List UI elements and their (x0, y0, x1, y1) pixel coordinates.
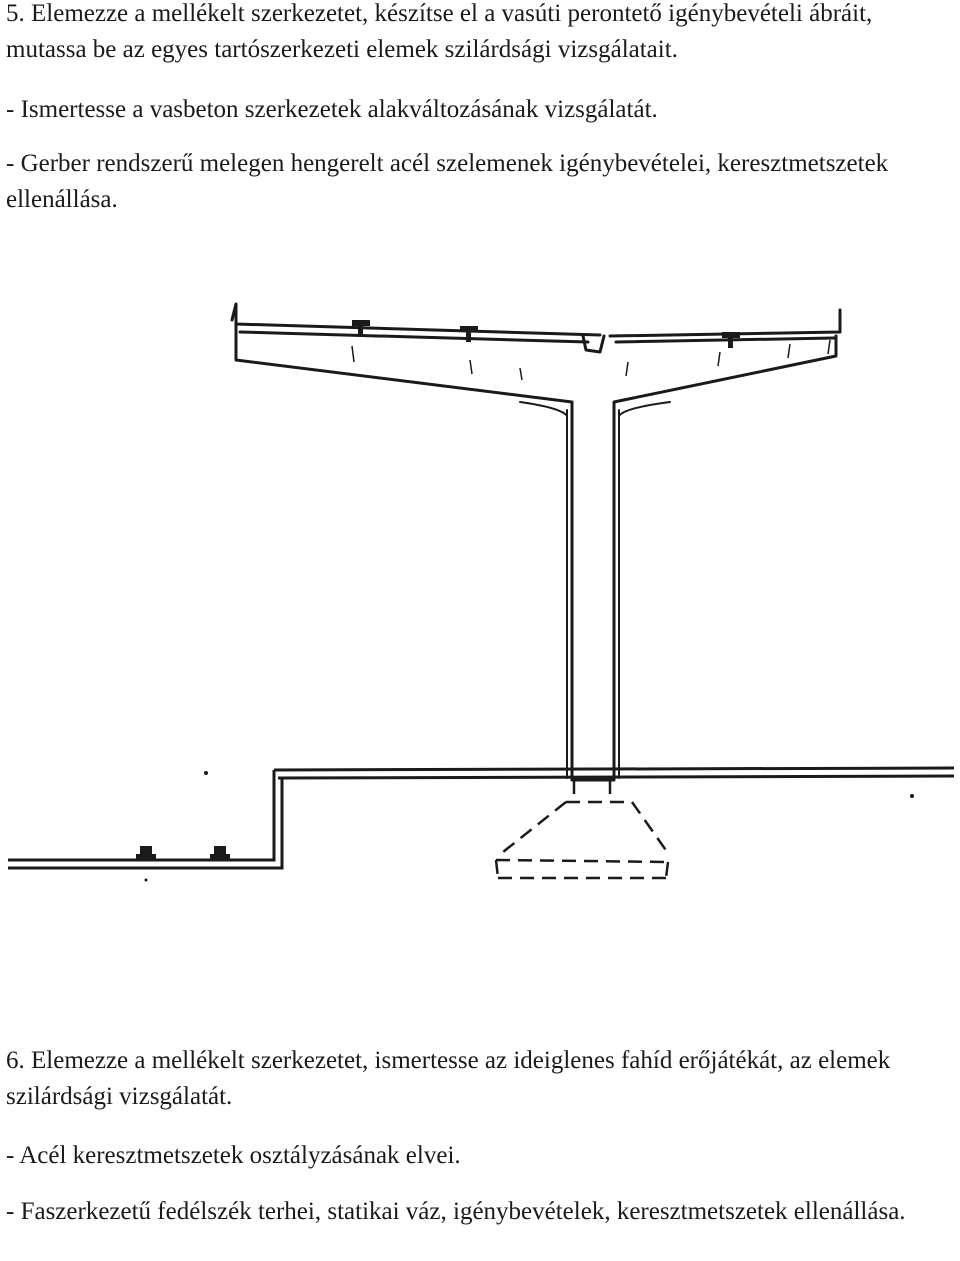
foundation-left-side (498, 802, 566, 856)
roof-top-left (232, 304, 600, 335)
foundation-base-top (496, 860, 668, 862)
canopy-structure-drawing (0, 290, 960, 910)
rail-1-head (140, 846, 152, 854)
roof-beam-outline (236, 318, 836, 780)
foundation-base-right (666, 862, 668, 878)
rail-2-head (214, 846, 226, 854)
purlin-2 (460, 326, 478, 332)
canopy-structure-svg (0, 290, 960, 910)
beam-curve-left (520, 402, 567, 416)
purlin-3-web (728, 338, 733, 348)
foundation-right-side (632, 802, 670, 856)
platform-top-edge-2 (278, 776, 954, 778)
section6-item-1: - Acél keresztmetszetek osztályzásának elvei. (6, 1142, 461, 1169)
scan-specks (145, 771, 915, 882)
section5-item-2: - Gerber rendszerű melegen hengerelt acél szelemenek igénybevételei, keresztmetszetek ellenállása. (6, 150, 889, 213)
section5-item-1: - Ismertesse a vasbeton szerkezetek alakváltozásának vizsgálatát. (6, 96, 658, 123)
rail-2-foot (210, 854, 230, 859)
beam-curve-right (619, 402, 670, 416)
roof-gutter (583, 336, 604, 352)
section6-item-2: - Faszerkezetű fedélszék terhei, statikai váz, igénybevételek, keresztmetszetek ellenállása. (6, 1198, 906, 1225)
section6-heading: 6. Elemezze a mellékelt szerkezetet, ismertesse az ideiglenes fahíd erőjátékát, az elemek szilárdsági vizsgálatát. (6, 1047, 891, 1110)
roof-tick-marks (352, 340, 830, 380)
foundation-base-left (496, 860, 498, 878)
rail-1-foot (136, 854, 156, 859)
platform-top-edge (274, 768, 954, 770)
purlin-1 (352, 320, 370, 326)
purlin-3 (722, 332, 740, 338)
rails (136, 846, 230, 859)
purlin-1-web (358, 326, 363, 336)
foundation-dashed (496, 780, 670, 878)
section5-heading: 5. Elemezze a mellékelt szerkezetet, készítse el a vasúti perontető igénybevételi ábráit, mutassa be az egyes tartószerkezeti elemek szilárdsági vizsgálatait. (6, 0, 873, 63)
purlin-2-web (466, 332, 471, 342)
